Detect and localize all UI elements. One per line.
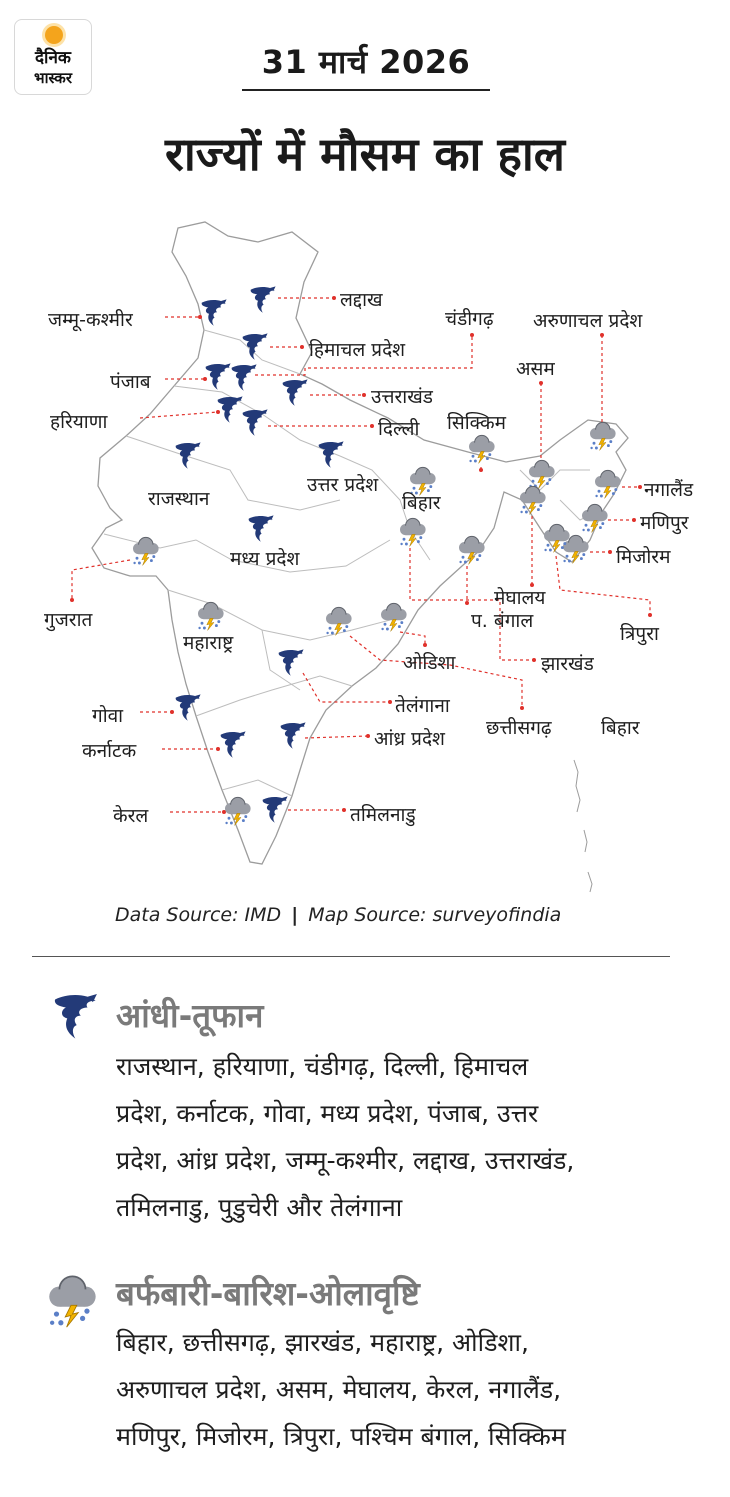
map-label-sikkim: सिक्किम	[447, 412, 506, 434]
map-label-bihar: बिहार	[402, 492, 441, 514]
map-label-rajasthan: राजस्थान	[148, 488, 210, 510]
map-label-assam: असम	[516, 358, 555, 380]
leader-dot-chhattisgarh	[520, 706, 524, 710]
storm-legend-states	[116, 1043, 696, 1231]
map-label-mizoram: मिजोरम	[616, 546, 671, 568]
map-label-bihar-2: बिहार	[601, 717, 640, 739]
leader-dot-nagaland	[638, 485, 642, 489]
map-label-chandigarh: चंडीगढ़	[445, 308, 494, 330]
map-label-nagaland: नगालैंड	[644, 479, 694, 501]
source-line	[115, 904, 561, 926]
leader-dot-assam	[539, 381, 543, 385]
map-label-manipur: मणिपुर	[640, 512, 689, 534]
leader-dot-manipur	[632, 518, 636, 522]
leader-dot-uttarakhand	[362, 393, 366, 397]
map-label-maharashtra: महाराष्ट्र	[183, 632, 234, 654]
map-label-meghalaya: मेघालय	[494, 587, 546, 609]
leader-dot-jharkhand	[532, 658, 536, 662]
data-source-text: Data Source: IMD	[115, 904, 282, 926]
leader-dot-gujarat	[70, 598, 74, 602]
leader-line-andhra	[305, 736, 368, 738]
leader-dot-arunachal	[600, 333, 604, 337]
leader-dot-haryana	[216, 410, 220, 414]
map-label-uttar-pradesh: उत्तर प्रदेश	[307, 474, 379, 496]
map-label-jharkhand: झारखंड	[541, 653, 594, 675]
map-label-punjab: पंजाब	[110, 371, 151, 393]
dainik-bhaskar-logo	[14, 19, 92, 95]
rain-states-line: अरुणाचल प्रदेश, असम, मेघालय, केरल, नगालैंड,	[116, 1375, 562, 1404]
logo-text-line1: दैनिक	[35, 48, 71, 68]
source-separator: |	[291, 904, 299, 926]
date-heading: 31 मार्च 2026	[261, 43, 471, 81]
page-title: राज्यों में मौसम का हाल	[165, 127, 565, 181]
leader-dot-mizoram	[608, 550, 612, 554]
rain-hail-cloud-icon	[42, 1272, 100, 1330]
leader-dot-telangana	[388, 700, 392, 704]
storm-legend-title: आंधी-तूफान	[116, 996, 264, 1035]
rain-states-line: बिहार, छत्तीसगढ़, झारखंड, महाराष्ट्र, ओडिशा,	[116, 1328, 529, 1357]
storm-states-line: राजस्थान, हरियाणा, चंडीगढ़, दिल्ली, हिमाचल	[116, 1052, 529, 1081]
map-label-uttarakhand: उत्तराखंड	[371, 386, 433, 408]
leader-dot-karnataka	[216, 747, 220, 751]
leader-dot-himachal	[300, 345, 304, 349]
india-weather-map	[0, 200, 730, 900]
leader-dot-odisha	[423, 643, 427, 647]
leader-dot-chandigarh	[470, 333, 474, 337]
map-label-gujarat: गुजरात	[44, 609, 93, 631]
map-label-kerala: केरल	[113, 805, 149, 827]
map-label-odisha: ओडिशा	[403, 652, 456, 674]
storm-states-line: प्रदेश, आंध्र प्रदेश, जम्मू-कश्मीर, लद्दाख, उत्तराखंड,	[116, 1146, 575, 1175]
leader-dot-sikkim	[479, 468, 483, 472]
andaman-islands	[574, 760, 592, 892]
map-label-madhya-pradesh: मध्य प्रदेश	[230, 548, 300, 570]
map-label-tripura: त्रिपुरा	[620, 623, 659, 645]
map-label-haryana: हरियाणा	[50, 411, 108, 433]
leader-dot-delhi	[370, 424, 374, 428]
map-label-delhi: दिल्ली	[378, 418, 420, 440]
storm-cyclone-icon	[47, 990, 101, 1044]
leader-dot-tamilnadu	[342, 808, 346, 812]
storm-states-line: प्रदेश, कर्नाटक, गोवा, मध्य प्रदेश, पंजाब, उत्तर	[116, 1099, 539, 1128]
map-label-jammu-kashmir: जम्मू-कश्मीर	[48, 309, 133, 331]
date-underline	[242, 89, 490, 91]
map-label-telangana: तेलंगाना	[395, 695, 450, 717]
map-source-text: Map Source: surveyofindia	[308, 904, 562, 926]
map-label-karnataka: कर्नाटक	[82, 740, 137, 762]
sun-icon	[45, 26, 63, 44]
leader-dot-punjab	[203, 377, 207, 381]
leader-dot-ladakh	[332, 296, 336, 300]
leader-dot-jammu-kashmir	[198, 315, 202, 319]
map-label-chhattisgarh: छत्तीसगढ़	[486, 717, 552, 739]
map-label-tamilnadu: तमिलनाडु	[350, 804, 416, 826]
section-divider	[32, 956, 670, 957]
logo-text-line2: भास्कर	[34, 69, 72, 87]
map-label-andhra: आंध्र प्रदेश	[374, 728, 445, 750]
leader-dot-andhra	[366, 734, 370, 738]
map-label-ladakh: लद्दाख	[340, 289, 383, 311]
rain-legend-title: बर्फबारी-बारिश-ओलावृष्टि	[116, 1274, 420, 1313]
map-label-west-bengal: प. बंगाल	[471, 610, 534, 632]
map-label-arunachal: अरुणाचल प्रदेश	[533, 310, 643, 332]
map-label-himachal: हिमाचल प्रदेश	[309, 339, 406, 361]
rain-legend-states	[116, 1319, 696, 1460]
leader-dot-west-bengal	[465, 601, 469, 605]
leader-dot-tripura	[648, 613, 652, 617]
storm-states-line: तमिलनाडु, पुडुचेरी और तेलंगाना	[116, 1193, 403, 1222]
leader-dot-goa	[170, 710, 174, 714]
rain-states-line: मणिपुर, मिजोरम, त्रिपुरा, पश्चिम बंगाल, सिक्किम	[116, 1422, 566, 1451]
map-label-goa: गोवा	[92, 705, 124, 727]
